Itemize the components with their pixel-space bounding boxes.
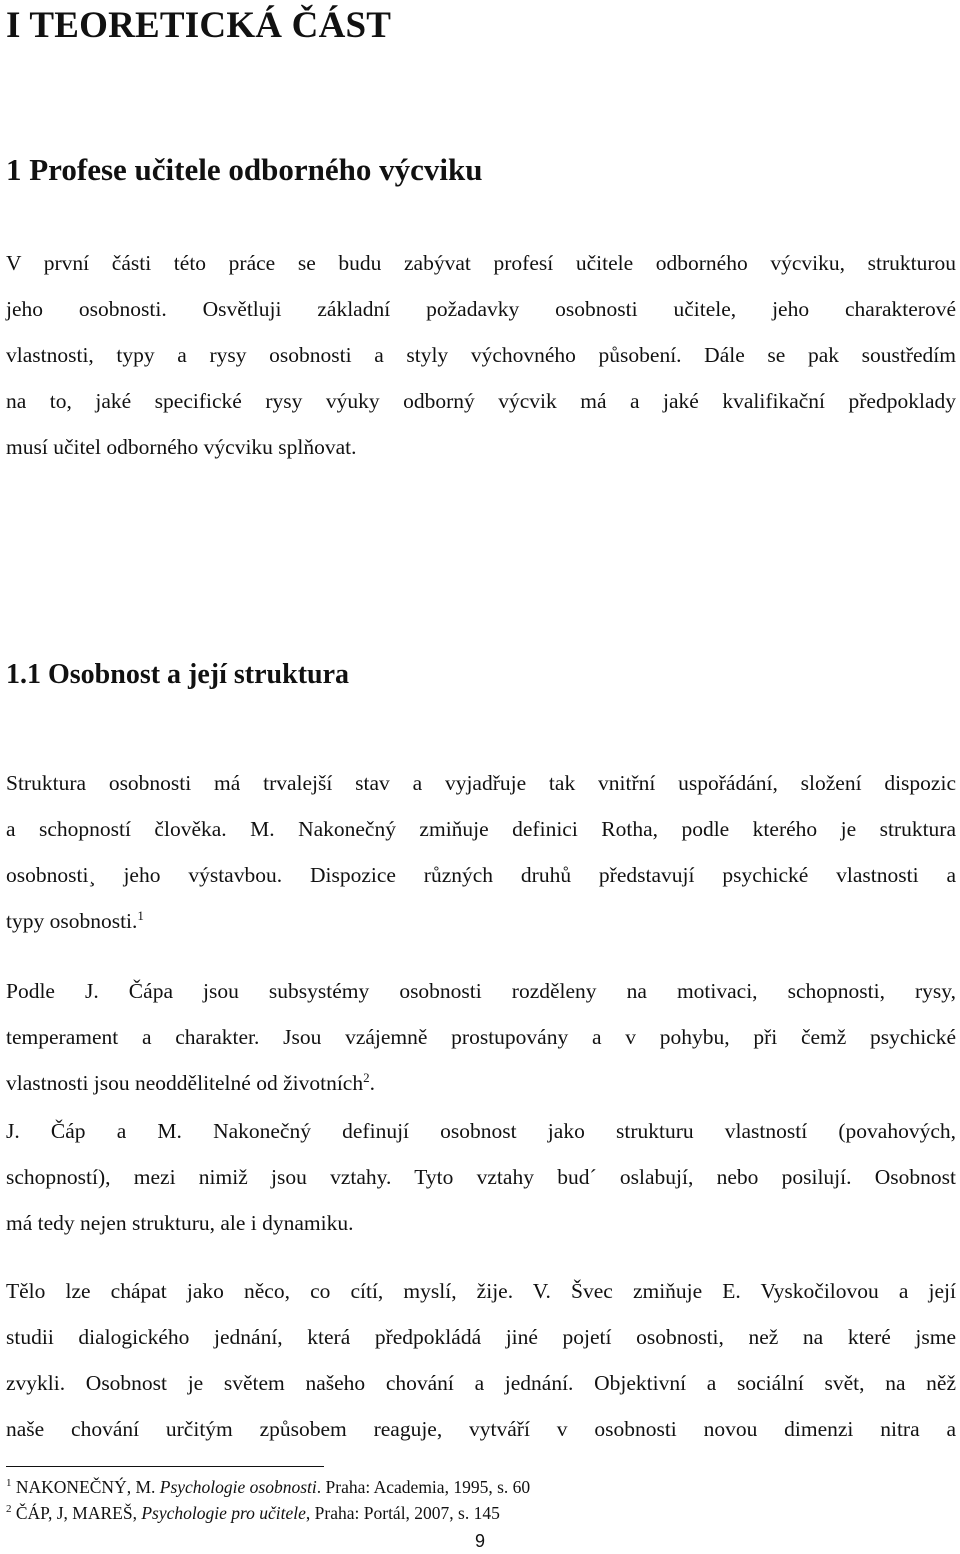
text-line: Podle J. Čápa jsou subsystémy osobnosti rozděleny na motivaci, schopnosti, rysy, [6, 979, 956, 1003]
text-line-tail: . [369, 1071, 375, 1095]
footnote-rest: . Praha: Academia, 1995, s. 60 [316, 1477, 531, 1497]
footnote-title: Psychologie pro učitele [141, 1503, 306, 1523]
footnote-2 [6, 1500, 946, 1526]
text-line: osobnosti¸ jeho výstavbou. Dispozice různých druhů představují psychické vlastnosti a [6, 863, 956, 887]
footnote-rest: , Praha: Portál, 2007, s. 145 [305, 1503, 500, 1523]
section-heading: 1.1 Osobnost a její struktura [6, 659, 350, 690]
part-heading: I TEORETICKÁ ČÁST [6, 5, 392, 46]
footnote-ref: 2 [363, 1069, 370, 1085]
text-line-content: vlastnosti jsou neoddělitelné od životních [6, 1071, 364, 1095]
text-line: vlastnosti, typy a rysy osobnosti a styly výchovného působení. Dále se pak soustředím [6, 343, 956, 367]
paragraph-definition [6, 1108, 956, 1246]
text-line: jeho osobnosti. Osvětluji základní požadavky osobnosti učitele, jeho charakterové [6, 297, 956, 321]
footnote-separator [6, 1466, 324, 1467]
text-line: temperament a charakter. Jsou vzájemně prostupovány a v pohybu, při čemž psychické [6, 1025, 956, 1049]
footnote-ref: 1 [137, 907, 144, 923]
text-line: Struktura osobnosti má trvalejší stav a vyjadřuje tak vnitřní uspořádání, složení dispozic [6, 771, 956, 795]
paragraph-body [6, 1268, 956, 1452]
footnote-1 [6, 1474, 946, 1500]
footnote-number: 1 [6, 1477, 12, 1490]
paragraph-structure [6, 760, 956, 944]
text-line [6, 898, 956, 944]
text-line: musí učitel odborného výcviku splňovat. [6, 435, 357, 459]
footnote-title: Psychologie osobnosti [159, 1477, 317, 1497]
text-line: má tedy nejen strukturu, ale i dynamiku. [6, 1211, 354, 1235]
footnote-number: 2 [6, 1503, 12, 1516]
chapter-heading: 1 Profese učitele odborného výcviku [6, 152, 483, 187]
text-line: Tělo lze chápat jako něco, co cítí, myslí, žije. V. Švec zmiňuje E. Vyskočilovou a její [6, 1279, 956, 1303]
footnote-author: ČÁP, J, MAREŠ, [15, 1503, 142, 1523]
footnote-author: NAKONEČNÝ, M. [15, 1477, 160, 1497]
text-line: a schopností člověka. M. Nakonečný zmiňuje definici Rotha, podle kterého je struktura [6, 817, 956, 841]
text-line: zvykli. Osobnost je světem našeho chování a jednání. Objektivní a sociální svět, na něž [6, 1371, 956, 1395]
paragraph-subsystems [6, 968, 956, 1106]
text-line: schopností), mezi nimiž jsou vztahy. Tyto vztahy bud´ oslabují, nebo posilují. Osobnost [6, 1165, 956, 1189]
page-number: 9 [474, 1531, 485, 1551]
text-line: J. Čáp a M. Nakonečný definují osobnost jako strukturu vlastností (povahových, [6, 1119, 956, 1143]
paragraph-intro [6, 240, 956, 470]
text-line [6, 1060, 956, 1106]
text-line: V první části této práce se budu zabývat profesí učitele odborného výcviku, strukturou [6, 251, 956, 275]
text-line: studii dialogického jednání, která předpokládá jiné pojetí osobnosti, než na které jsme [6, 1325, 956, 1349]
footnotes [6, 1474, 946, 1526]
text-line: naše chování určitým způsobem reaguje, vytváří v osobnosti novou dimenzi nitra a [6, 1417, 956, 1441]
text-line: na to, jaké specifické rysy výuky odborný výcvik má a jaké kvalifikační předpoklady [6, 389, 956, 413]
text-line-content: typy osobnosti. [6, 909, 138, 933]
